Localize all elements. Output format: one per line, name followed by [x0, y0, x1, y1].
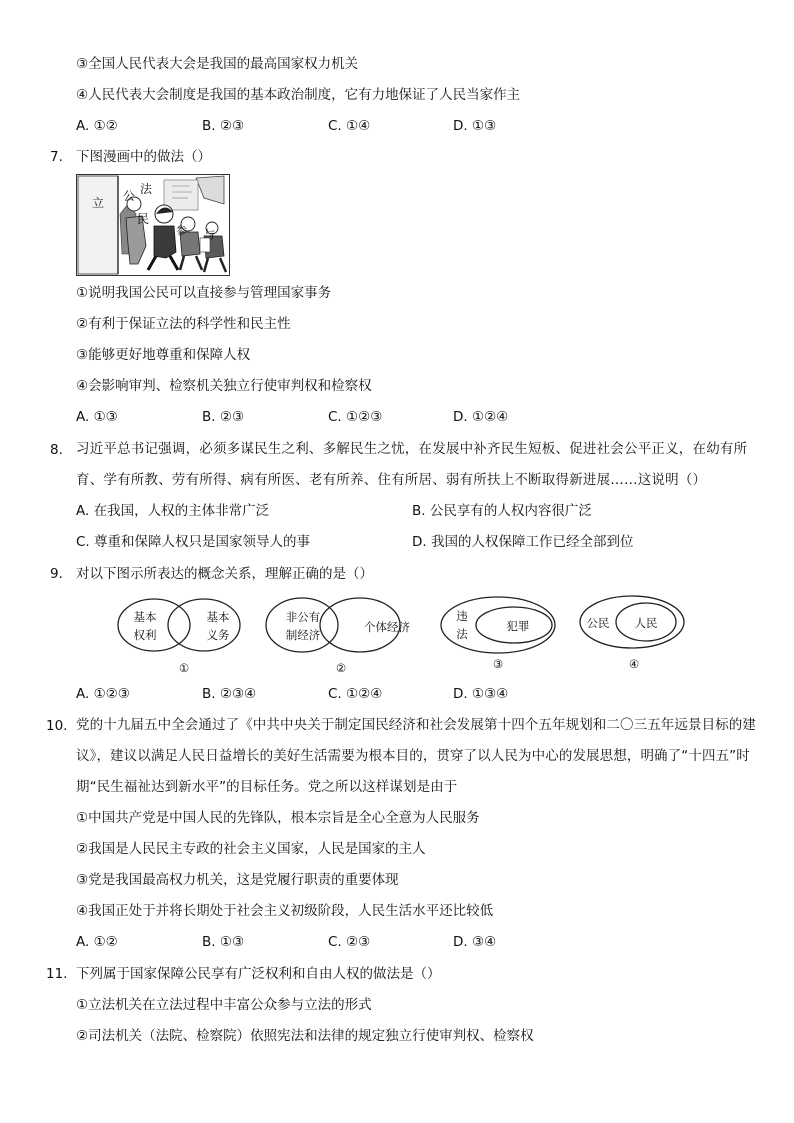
diagram-2-label: ② [335, 661, 347, 675]
cartoon-word-yu: 与 [204, 228, 215, 241]
statement-3: ③能够更好地尊重和保障人权 [76, 347, 251, 363]
statement-4: ④我国正处于并将长期处于社会主义初级阶段，人民生活水平还比较低 [76, 903, 494, 919]
question-stem: 习近平总书记强调，必须多谋民生之利、多解民生之忧，在发展中补齐民生短板、促进社会公平正义，在幼有所育、学有所教、劳有所得、病有所医、老有所养、住有所居、弱有所扶上不断取得新进展……这说明（） [76, 441, 748, 488]
cartoon-word-min: 民 [137, 212, 150, 226]
option-c: C. ①②④ [328, 686, 383, 702]
option-c: C. ①④ [328, 118, 371, 134]
diagram-4-label: ④ [628, 657, 640, 671]
option-a: A. ①③ [76, 409, 118, 425]
diagram-1-label: ① [178, 661, 190, 675]
option-b: B. ②③④ [202, 686, 257, 702]
question-number: 8. [50, 442, 63, 458]
statement-1: ①立法机关在立法过程中丰富公众参与立法的形式 [76, 997, 372, 1013]
statement-1: ①中国共产党是中国人民的先锋队，根本宗旨是全心全意为人民服务 [76, 810, 480, 826]
option-d: D. ①②④ [453, 409, 509, 425]
diagram-4 [580, 596, 684, 671]
option-d: D. ①③④ [453, 686, 509, 702]
statement-2: ②我国是人民民主专政的社会主义国家，人民是国家的主人 [76, 841, 426, 857]
diagram-4-inner: 人民 [634, 616, 658, 630]
diagram-2-left-bottom: 制经济 [285, 628, 321, 642]
statement-1: ①说明我国公民可以直接参与管理国家事务 [76, 285, 332, 301]
statement-2: ②有利于保证立法的科学性和民主性 [76, 316, 291, 332]
question-stem: 下列属于国家保障公民享有广泛权利和自由人权的做法是（） [76, 966, 441, 982]
diagram-1-left-top: 基本 [133, 610, 157, 624]
question-stem: 对以下图示所表达的概念关系，理解正确的是（） [76, 566, 373, 582]
option-c: C. 尊重和保障人权只是国家领导人的事 [76, 534, 311, 550]
option-d: D. ③④ [453, 934, 497, 950]
diagram-3-label: ③ [492, 657, 504, 671]
cartoon-word-fa: 法 [140, 182, 153, 196]
statement-3: ③全国人民代表大会是我国的最高国家权力机关 [76, 56, 359, 72]
question-stem: 下图漫画中的做法（） [76, 149, 211, 165]
diagram-2 [266, 598, 410, 675]
question-number: 7. [50, 149, 63, 165]
option-d: D. 我国的人权保障工作已经全部到位 [412, 534, 634, 550]
diagram-1 [118, 599, 240, 675]
cartoon-word-can: 参 [176, 224, 187, 237]
cartoon-word-gong: 公 [123, 189, 136, 203]
statement-2: ②司法机关（法院、检察院）依照宪法和法律的规定独立行使审判权、检察权 [76, 1028, 534, 1044]
option-c: C. ①②③ [328, 409, 383, 425]
diagram-4-outer: 公民 [586, 616, 610, 630]
statement-3: ③党是我国最高权力机关，这是党履行职责的重要体现 [76, 872, 399, 888]
option-b: B. 公民享有的人权内容很广泛 [412, 503, 592, 519]
question-stem: 党的十九届五中全会通过了《中共中央关于制定国民经济和社会发展第十四个五年规划和二〇三五年远景目标的建议》，建议以满足人民日益增长的美好生活需要为根本目的，贯穿了以人民为中心的发展思想，明确了“十四五”时期“民生福祉达到新水平”的目标任务。党之所以这样谋划是由于 [76, 717, 756, 795]
statement-4: ④会影响审判、检察机关独立行使审判权和检察权 [76, 378, 372, 394]
question-number: 10. [46, 718, 68, 734]
diagram-3 [441, 597, 555, 671]
diagram-3-inner: 犯罪 [506, 619, 530, 633]
question-number: 9. [50, 566, 63, 582]
diagram-1-right-bottom: 义务 [206, 628, 230, 642]
option-a: A. ①②③ [76, 686, 130, 702]
option-a: A. 在我国，人权的主体非常广泛 [76, 503, 270, 519]
diagram-2-right: 个体经济 [364, 620, 410, 634]
statement-4: ④人民代表大会制度是我国的基本政治制度，它有力地保证了人民当家作主 [76, 87, 521, 103]
option-c: C. ②③ [328, 934, 371, 950]
diagram-1-right-top: 基本 [206, 610, 230, 624]
diagram-3-outer-bottom: 法 [456, 627, 468, 641]
option-b: B. ①③ [202, 934, 245, 950]
option-a: A. ①② [76, 118, 118, 134]
option-b: B. ②③ [202, 409, 245, 425]
diagram-2-left-top: 非公有 [285, 610, 321, 624]
option-b: B. ②③ [202, 118, 245, 134]
option-d: D. ①③ [453, 118, 497, 134]
cartoon-word-li: 立 [92, 196, 105, 210]
question-number: 11. [46, 966, 68, 982]
diagram-3-outer-top: 违 [456, 609, 468, 623]
option-a: A. ①② [76, 934, 118, 950]
cartoon-image [76, 174, 230, 276]
concept-diagrams [112, 594, 692, 678]
diagram-1-left-bottom: 权利 [133, 628, 157, 642]
